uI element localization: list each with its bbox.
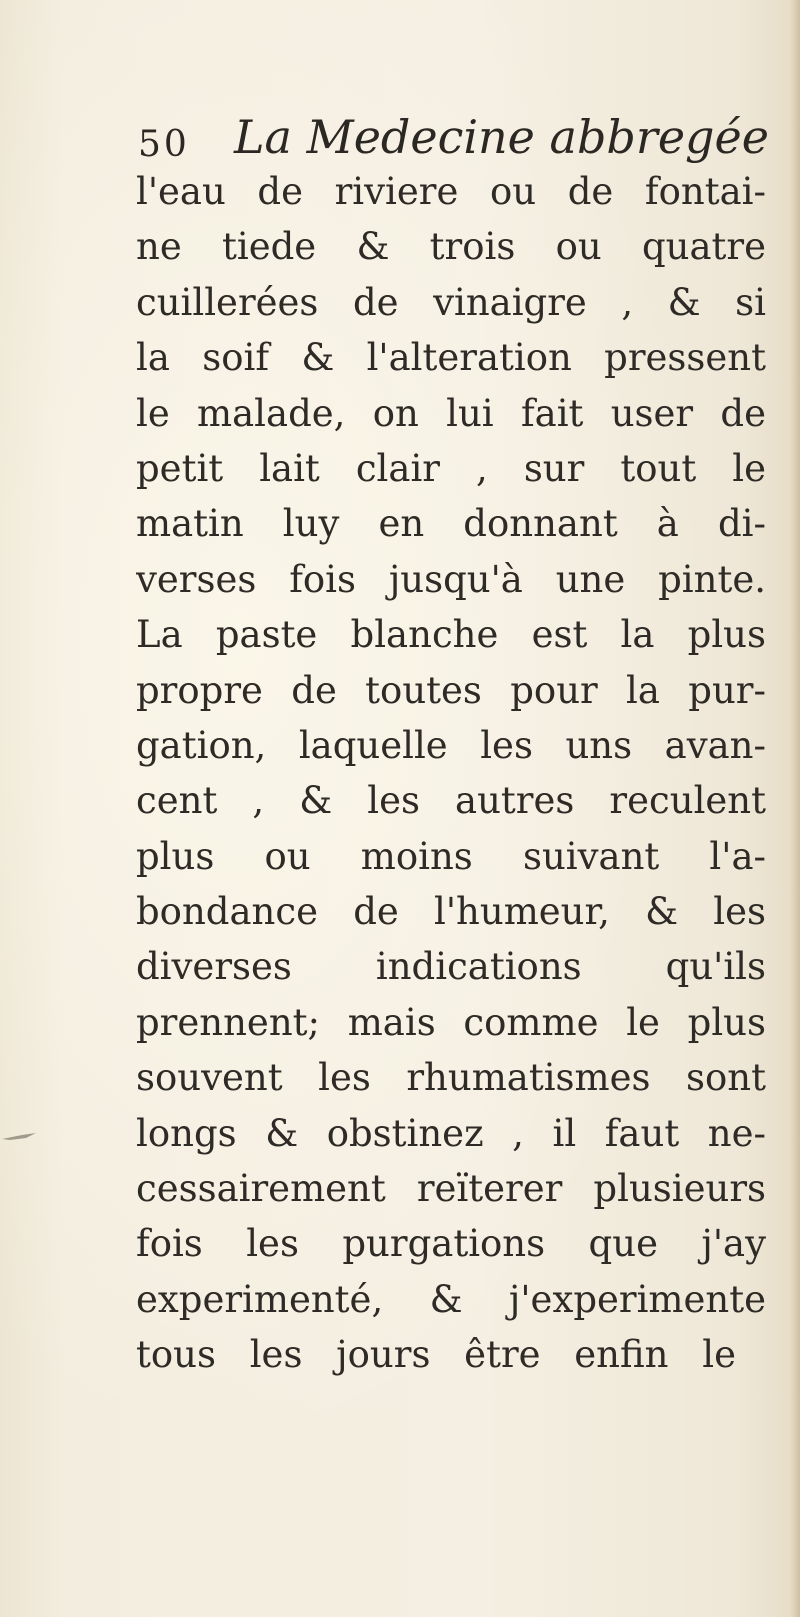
body-text xyxy=(136,164,766,1383)
text-line: le malade, on lui fait user de xyxy=(136,391,766,435)
page-number: 50 xyxy=(138,124,190,165)
text-line: bondance de l'humeur, & les xyxy=(136,890,766,934)
ink-smudge-mark xyxy=(0,1132,40,1142)
text-line: propre de toutes pour la pur- xyxy=(136,668,766,712)
text-line: prennent; mais comme le plus xyxy=(136,1000,766,1044)
text-line: gation, laquelle les uns avan- xyxy=(136,723,766,767)
text-line: tous les jours être enfin le xyxy=(136,1333,736,1377)
text-line: petit lait clair , sur tout le xyxy=(136,446,766,490)
text-line: experimenté, & j'experimente xyxy=(136,1277,766,1321)
text-line: fois les purgations que j'ay xyxy=(136,1222,766,1266)
page-edge-shadow xyxy=(790,0,800,1617)
text-line: cent , & les autres reculent xyxy=(136,779,766,823)
text-line: ne tiede & trois ou quatre xyxy=(136,225,766,269)
text-line: verses fois jusqu'à une pinte. xyxy=(136,557,766,601)
text-line: cuillerées de vinaigre , & si xyxy=(136,280,766,324)
text-line: longs & obstinez , il faut ne- xyxy=(136,1111,766,1155)
running-title: La Medecine abbregée xyxy=(234,110,769,164)
text-line: cessairement reïterer plusieurs xyxy=(136,1167,766,1211)
text-line: l'eau de riviere ou de fontai- xyxy=(136,170,766,213)
text-line: matin luy en donnant à di- xyxy=(136,502,766,546)
text-line: diverses indications qu'ils xyxy=(136,945,766,989)
text-line: La paste blanche est la plus xyxy=(136,613,766,657)
text-line: souvent les rhumatismes sont xyxy=(136,1056,766,1100)
text-line: la soif & l'alteration pressent xyxy=(136,336,766,380)
text-line: plus ou moins suivant l'a- xyxy=(136,834,766,878)
